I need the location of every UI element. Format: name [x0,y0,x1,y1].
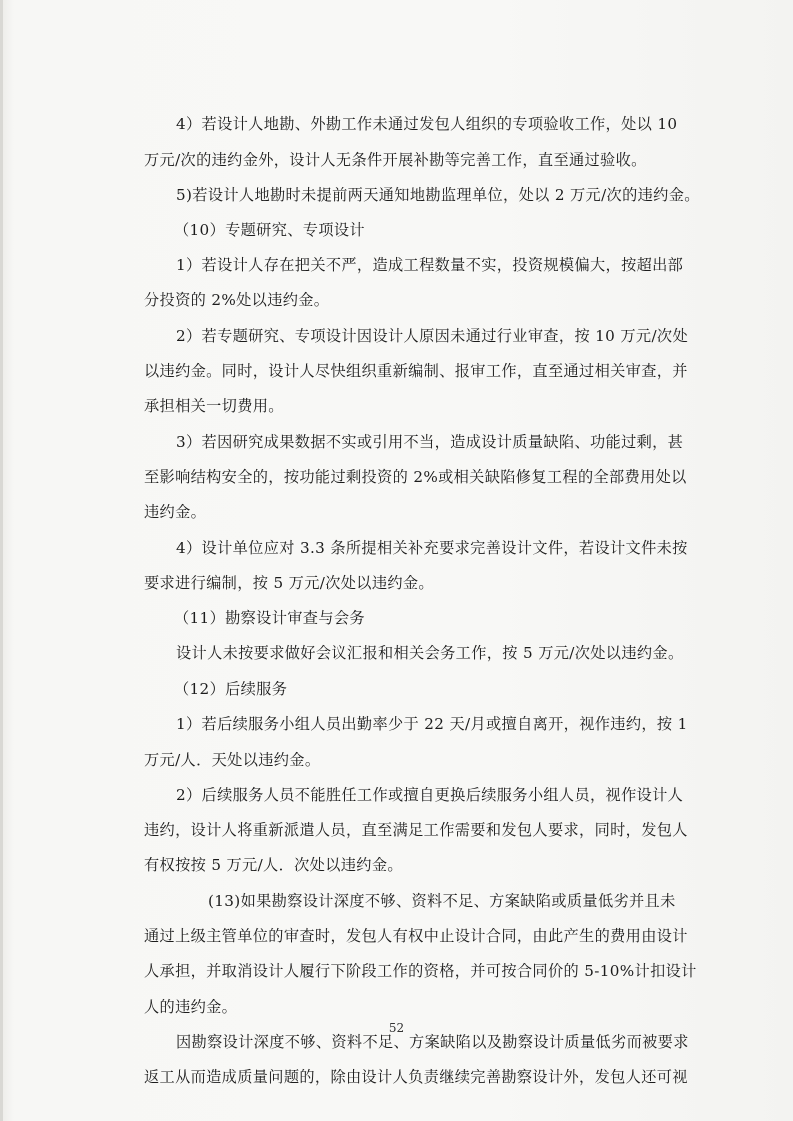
section-heading: (13)如果勘察设计深度不够、资料不足、方案缺陷或质量低劣并且未 [208,892,676,910]
text-line: 4）若设计人地勘、外勘工作未通过发包人组织的专项验收工作，处以 10 [176,115,678,133]
text-line: 违约金。 [144,503,207,521]
text-line: 返工从而造成质量问题的，除由设计人负责继续完善勘察设计外，发包人还可视 [144,1068,688,1086]
section-heading: （11）勘察设计审查与会务 [174,609,365,627]
text-line: 1）若后续服务小组人员出勤率少于 22 天/月或擅自离开，视作违约，按 1 [176,715,688,733]
text-line: 设计人未按要求做好会议汇报和相关会务工作，按 5 万元/次处以违约金。 [176,644,684,662]
text-line: 万元/次的违约金外，设计人无条件开展补勘等完善工作，直至通过验收。 [144,151,647,169]
section-heading: （12）后续服务 [174,680,288,698]
text-line: 违约，设计人将重新派遣人员，直至满足工作需要和发包人要求，同时，发包人 [144,821,688,839]
text-line: 4）设计单位应对 3.3 条所提相关补充要求完善设计文件，若设计文件未按 [176,539,688,557]
text-line: 要求进行编制，按 5 万元/次处以违约金。 [144,574,434,592]
text-line: 因勘察设计深度不够、资料不足、方案缺陷以及勘察设计质量低劣而被要求 [176,1033,689,1051]
page-number: 52 [388,1021,405,1035]
text-line: 分投资的 2%处以违约金。 [144,291,330,309]
text-line: 以违约金。同时，设计人尽快组织重新编制、报审工作，直至通过相关审查，并 [144,362,688,380]
text-line: 有权按按 5 万元/人．次处以违约金。 [144,856,403,874]
text-line: 承担相关一切费用。 [144,397,284,415]
text-line: 人的违约金。 [144,998,238,1016]
text-line: 2）后续服务人员不能胜任工作或擅自更换后续服务小组人员，视作设计人 [176,786,684,804]
text-line: 5)若设计人地勘时未提前两天通知地勘监理单位，处以 2 万元/次的违约金。 [176,186,700,204]
text-line: 通过上级主管单位的审查时，发包人有权中止设计合同，由此产生的费用由设计 [144,927,688,945]
text-line: 至影响结构安全的，按功能过剩投资的 2%或相关缺陷修复工程的全部费用处以 [144,468,687,486]
text-line: 万元/人．天处以违约金。 [144,751,321,769]
text-line: 1）若设计人存在把关不严，造成工程数量不实，投资规模偏大，按超出部 [176,256,684,274]
text-line: 人承担，并取消设计人履行下阶段工作的资格，并可按合同价的 5-10%计扣设计 [144,962,697,980]
section-heading: （10）专题研究、专项设计 [174,221,365,239]
page-edge-shadow [0,0,3,1121]
text-line: 2）若专题研究、专项设计因设计人原因未通过行业审查，按 10 万元/次处 [176,327,688,345]
text-line: 3）若因研究成果数据不实或引用不当，造成设计质量缺陷、功能过剩，甚 [176,433,684,451]
